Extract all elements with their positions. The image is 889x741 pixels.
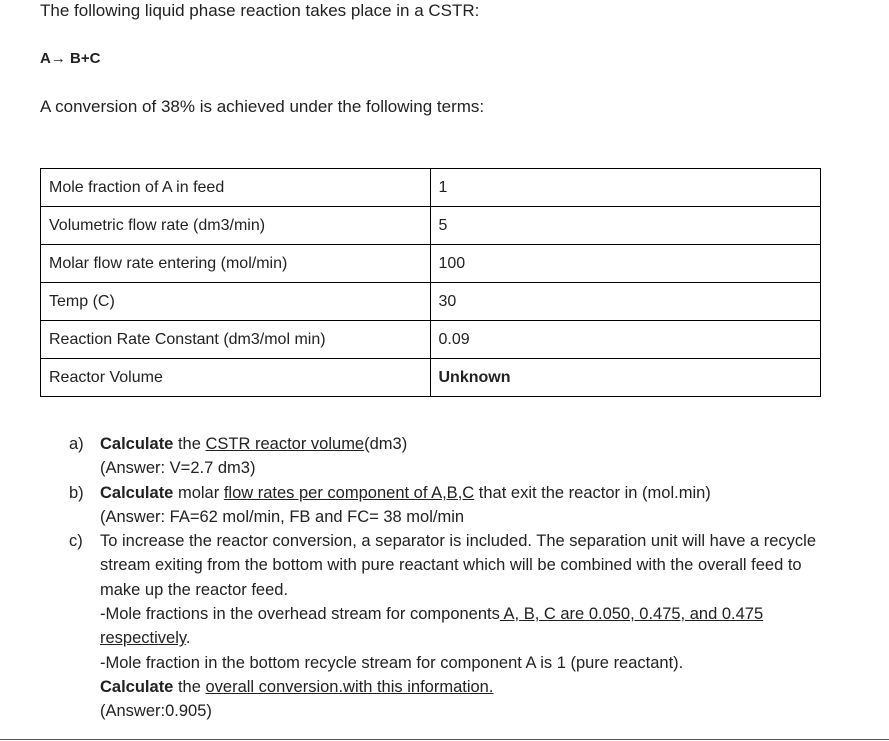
row-label: Mole fraction of A in feed [41,169,431,207]
question-c [69,529,829,723]
question-b-text-1: molar [173,483,224,502]
page-bottom-divider [0,739,889,740]
terms-table [40,168,821,397]
question-a-text-2: (dm3) [364,435,408,453]
question-c-overhead [100,602,829,651]
table-row [41,283,821,321]
question-c-overhead-prefix: -Mole fractions in the overhead stream for components [100,605,500,624]
question-b-label: b) [69,483,84,502]
question-b-verb: Calculate [100,483,174,502]
question-c-task [100,675,829,699]
question-c-link: overall conversion.with this information. [205,677,494,696]
row-label: Volumetric flow rate (dm3/min) [41,207,431,245]
question-a [69,432,829,481]
reaction-equation: A→ B+C [40,50,101,67]
conversion-statement: A conversion of 38% is achieved under the following terms: [40,97,485,116]
table-row [41,169,821,207]
row-label: Temp (C) [41,283,431,321]
question-a-text [100,432,829,456]
row-label: Molar flow rate entering (mol/min) [41,245,431,283]
row-label: Reactor Volume [41,359,431,397]
question-b-text-2: that exit the reactor in (mol.min) [474,483,711,502]
intro-text: The following liquid phase reaction takes place in a CSTR: [40,1,480,20]
question-c-text-1: the [173,677,206,696]
question-a-label: a) [69,435,84,453]
table-row [41,359,821,397]
question-c-intro: To increase the reactor conversion, a separator is included. The separation unit will have a recycle stream exiting from the bottom with pure reactant which will be combined with the overall feed to make up the reactor feed. [100,532,816,599]
question-c-overhead-suffix: . [185,629,191,648]
row-value: 100 [430,245,821,283]
row-value: 1 [430,169,821,207]
row-value: 0.09 [430,321,821,359]
question-c-overhead-link: A, B, C are 0.050, 0.475, and 0.475 respectively [100,605,764,648]
question-c-answer: (Answer:0.905) [100,702,212,721]
question-a-answer: (Answer: V=2.7 dm3) [100,459,256,478]
row-value-unknown: Unknown [430,359,821,397]
row-value: 5 [430,207,821,245]
question-c-label: c) [69,532,83,551]
question-a-link: CSTR reactor volume [205,435,365,453]
question-b-answer: (Answer: FA=62 mol/min, FB and FC= 38 mol/min [100,507,465,526]
table-row [41,321,821,359]
question-c-verb: Calculate [100,677,174,696]
question-list [69,432,829,724]
row-label: Reaction Rate Constant (dm3/mol min) [41,321,431,359]
question-a-text-1: the [173,435,206,453]
question-a-verb: Calculate [100,435,174,453]
table-row [41,207,821,245]
question-c-bottom: -Mole fraction in the bottom recycle stream for component A is 1 (pure reactant). [100,653,684,672]
row-value: 30 [430,283,821,321]
question-b [69,481,829,530]
question-b-text [100,481,829,505]
table-row [41,245,821,283]
question-b-link: flow rates per component of A,B,C [223,483,475,502]
